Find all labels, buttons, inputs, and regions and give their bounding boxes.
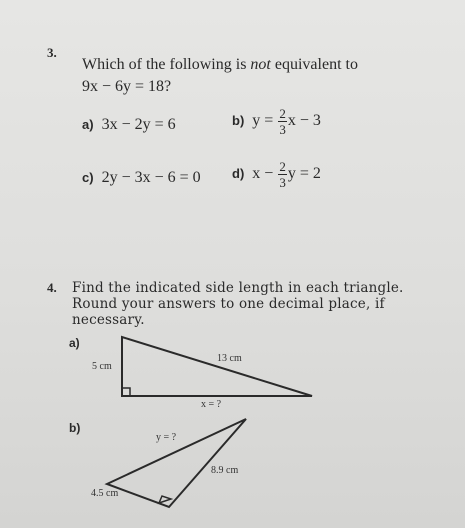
question-4-line3: necessary. xyxy=(72,312,145,328)
fraction-numerator: 2 xyxy=(279,159,286,174)
option-b-label: b) xyxy=(232,113,245,129)
triangle-b-unknown-label: y = ? xyxy=(156,432,177,443)
prompt-text-end: equivalent to xyxy=(270,56,358,73)
triangle-b xyxy=(107,419,246,507)
triangle-b-bottom-label: 4.5 cm xyxy=(91,488,119,499)
option-a-label: a) xyxy=(82,117,94,132)
option-c-equation: 2y − 3x − 6 = 0 xyxy=(101,169,201,186)
triangle-b-side-label: 8.9 cm xyxy=(211,465,239,476)
question-3-number: 3. xyxy=(47,45,57,60)
triangle-a-unknown-label: x = ? xyxy=(201,399,222,410)
option-c-label: c) xyxy=(82,170,94,185)
question-4-line2: Round your answers to one decimal place, if xyxy=(72,296,385,312)
option-a-equation: 3x − 2y = 6 xyxy=(101,116,176,133)
question-4-line1: Find the indicated side length in each triangle. xyxy=(72,280,404,296)
prompt-emphasis: not xyxy=(250,56,271,73)
fraction-numerator: 2 xyxy=(279,106,286,121)
option-d-rhs: y = 2 xyxy=(287,165,321,183)
triangle-a xyxy=(122,337,312,396)
question-4-number: 4. xyxy=(47,280,57,295)
part-a-label: a) xyxy=(69,336,80,350)
option-d-label: d) xyxy=(232,166,245,182)
fraction-denominator: 3 xyxy=(279,175,286,190)
triangle-b-right-angle-marker xyxy=(159,496,171,503)
prompt-text: Which of the following is xyxy=(82,56,251,73)
part-b-label: b) xyxy=(69,421,81,435)
option-b-rhs: x − 3 xyxy=(287,112,321,130)
triangle-a-side-label: 5 cm xyxy=(92,361,112,372)
triangle-a-right-angle-marker xyxy=(122,388,130,396)
fraction-denominator: 3 xyxy=(279,122,286,137)
triangle-a-hypotenuse-label: 13 cm xyxy=(217,353,242,364)
option-b-lhs: y = xyxy=(252,112,278,130)
option-d-lhs: x − xyxy=(252,165,278,183)
question-3-prompt-line2: 9x − 6y = 18? xyxy=(82,78,172,95)
